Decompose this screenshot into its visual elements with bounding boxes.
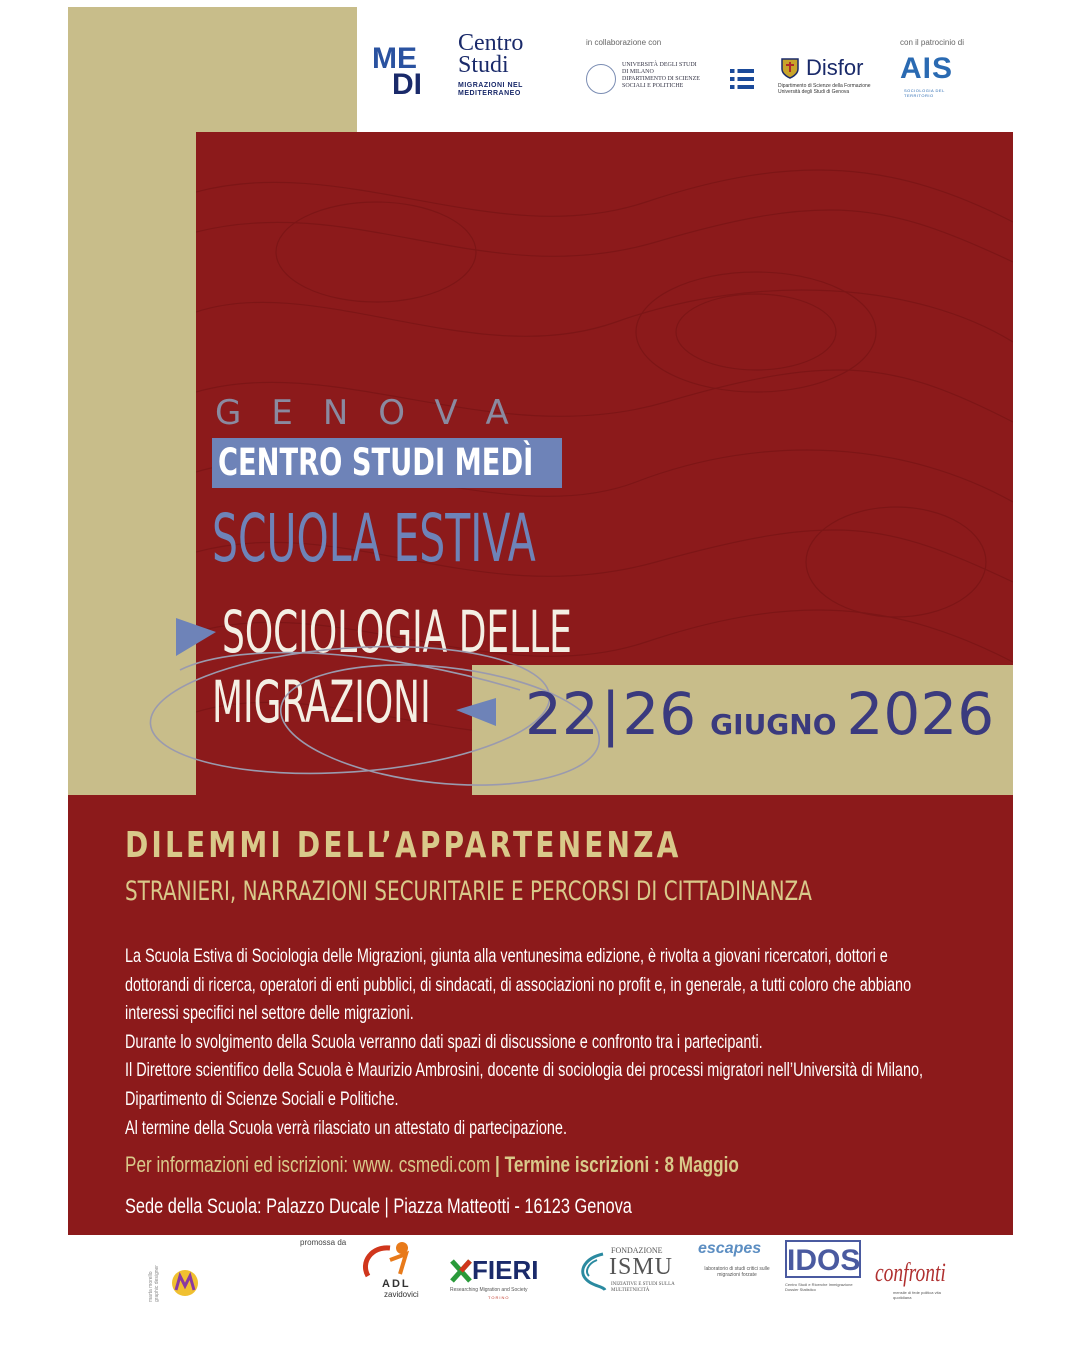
escapes-name: escapes [698,1240,762,1257]
designer-line1: marta morello [148,1271,154,1302]
date-end: 26 [622,680,697,748]
confronti-name: confronti [875,1258,946,1287]
confronti-subtitle: mensile di fede politica vita quotidiana [893,1290,941,1300]
fieri-mark-icon [450,1259,472,1283]
event-dates [525,680,994,748]
medi-subtitle [458,82,558,98]
description [125,942,954,1142]
sociologia-title: SOCIOLOGIA DELLE [222,598,572,666]
disfor-line2: Università degli Studi di Genova [778,89,850,95]
svg-text:ME: ME [372,42,417,75]
city-title: GENOVA [215,393,539,433]
ismu-name: ISMU [609,1254,674,1280]
disfor-logo[interactable] [778,55,888,97]
designer-credit [148,1262,208,1302]
unimi-line1: UNIVERSITÀ DEGLI STUDI [622,62,697,68]
adl-subtitle: zavidovici [384,1290,419,1299]
centro-title: CENTRO STUDI MEDÌ [218,441,534,484]
info-separator: | [495,1152,500,1177]
medi-title [458,32,558,76]
migrazioni-title: MIGRAZIONI [212,668,431,736]
medi-subtitle-line1: MIGRAZIONI NEL [458,82,523,89]
idos-logo[interactable] [785,1240,865,1300]
medi-mark-icon [370,34,460,96]
disfor-line1: Dipartimento di Scienze della Formazione [778,83,871,89]
designer-mark-icon [170,1268,200,1298]
paragraph-director: Il Direttore scientifico della Scuola è Maurizio Ambrosini, docente di sociologia dei processi migratori nell’Università di Milano, Dipartimento di Scienze Sociali e Politiche. [125,1059,924,1110]
medi-subtitle-line2: MEDITERRANEO [458,90,521,97]
adl-mark-icon [360,1240,420,1280]
date-start: 22 [525,680,599,748]
medi-logo[interactable] [370,30,555,100]
arrow-right-icon [176,618,216,656]
date-separator: | [600,680,621,748]
escapes-logo[interactable] [698,1238,776,1300]
arrow-left-icon [456,698,496,726]
unimi-text [622,62,722,90]
ais-subtitle: SOCIOLOGIA DEL TERRITORIO [904,88,945,98]
date-year: 2026 [846,680,995,748]
ismu-prefix: FONDAZIONE [611,1246,663,1255]
disfor-subtitle [778,83,888,95]
ismu-subtitle: INIZIATIVE E STUDI SULLA MULTIETNICITÀ [611,1282,675,1293]
ais-name: AIS [900,52,954,85]
designer-text [148,1262,160,1302]
unimi-logo[interactable] [586,60,721,100]
subheadline: STRANIERI, NARRAZIONI SECURITARIE E PERCORSI DI CITTADINANZA [125,876,812,907]
promoted-by-label: promossa da [300,1238,347,1247]
idos-name: IDOS [785,1240,861,1278]
fieri-logo[interactable] [450,1255,560,1300]
department-mark-icon [726,63,758,95]
info-label: Per informazioni ed iscrizioni: [125,1152,349,1177]
unimi-line2: DI MILANO [622,69,654,75]
ismu-logo[interactable] [575,1244,690,1300]
scuola-title: SCUOLA ESTIVA [212,500,536,577]
idos-subtitle: Centro Studi e Ricerche Immigrazione Dossier Statistico [785,1282,853,1292]
website-link[interactable]: www. csmedi.com [352,1152,491,1177]
fieri-subtitle: Researching Migration and Society [450,1287,528,1293]
venue: Sede della Scuola: Palazzo Ducale | Piazza Matteotti - 16123 Genova [125,1195,632,1218]
medi-title-line1: Centro [458,30,524,56]
medi-title-line2: Studi [458,52,509,78]
unimi-seal-icon [586,64,616,94]
paragraph-discussion: Durante lo svolgimento della Scuola verranno dati spazi di discussione e confronto tra i partecipanti. [125,1030,763,1053]
paragraph-certificate: Al termine della Scuola verrà rilasciato un attestato di partecipazione. [125,1116,567,1139]
adl-name: ADL [382,1278,411,1290]
paragraph-intro: La Scuola Estiva di Sociologia delle Migrazioni, giunta alla ventunesima edizione, è rivolta a giovani ricercatori, dottori e dottorandi di ricerca, operatori di enti pubblici, di sindacati, di associazioni no profit e, in generale, a tutti coloro che abbiano interessi specifici nel settore delle migrazioni. [125,945,912,1025]
collab-label: in collaborazione con [586,38,662,47]
svg-text:DI: DI [392,68,422,96]
confronti-logo[interactable] [875,1258,955,1302]
unimi-line4: SOCIALI E POLITICHE [622,83,684,89]
adl-logo[interactable] [360,1240,436,1300]
designer-line2: graphic designer [154,1265,160,1302]
deadline: Termine iscrizioni : 8 Maggio [504,1152,739,1177]
fieri-city: TORINO [488,1295,510,1300]
fieri-name: FIERI [472,1255,539,1285]
headline: DILEMMI DELL’APPARTENENZA [125,825,682,866]
patrocinio-label: con il patrocinio di [900,38,965,47]
unimi-line3: DIPARTIMENTO DI SCIENZE [622,76,700,82]
disfor-shield-icon [780,57,800,79]
ais-logo[interactable] [900,52,960,98]
info-line [125,1152,739,1178]
date-month: GIUGNO [710,708,837,741]
ismu-mark-icon [575,1250,607,1294]
disfor-name: Disfor [806,55,864,80]
escapes-subtitle: laboratorio di studi critici sulle migrazioni forzate [704,1266,770,1278]
